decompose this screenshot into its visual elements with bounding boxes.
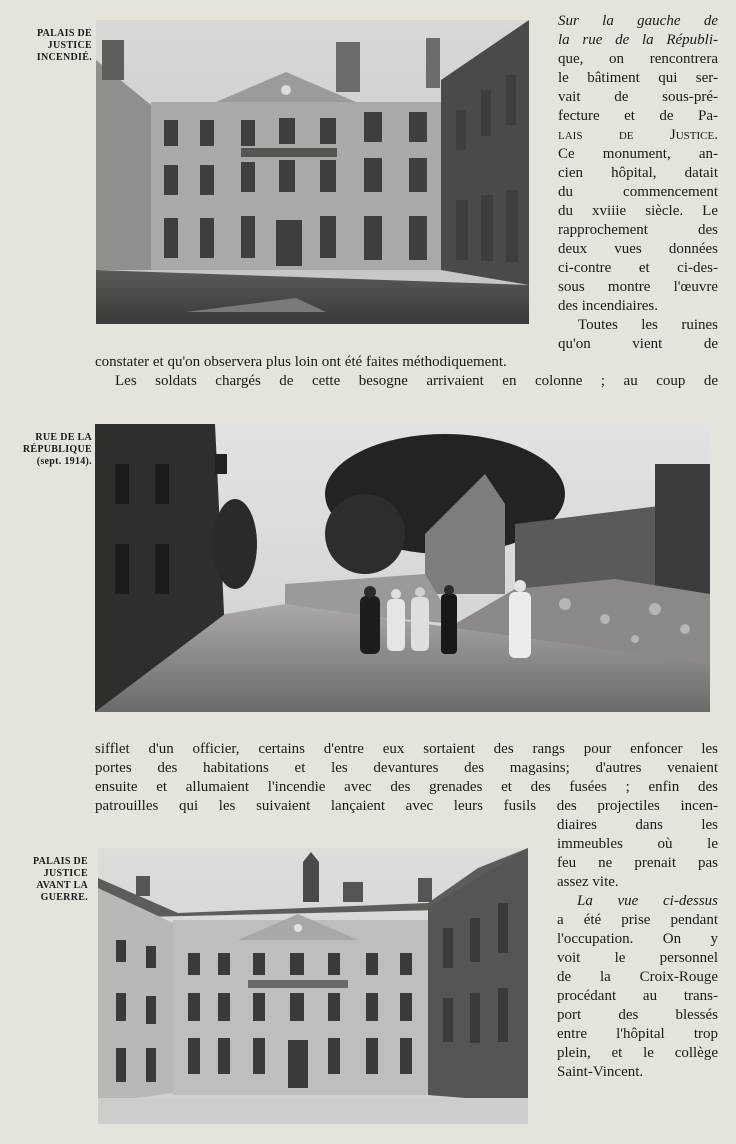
full-width-text-1 bbox=[95, 353, 718, 391]
caption-line: PALAIS DE bbox=[36, 28, 92, 39]
caption-line: RUE DE LA bbox=[35, 432, 92, 443]
text-line: sifflet d'un officier, certains d'entre eux sortaient des rangs pour enfoncer les bbox=[95, 741, 718, 757]
text-line: La vue ci-dessus bbox=[577, 893, 718, 909]
text-line: qu'on vient de bbox=[558, 336, 718, 352]
text-line: ensuite et allumaient l'incendie avec des grenades et des fusées ; enfin des bbox=[95, 779, 718, 795]
burned-palace-photo bbox=[96, 20, 529, 324]
text-line: rapprochement des bbox=[558, 222, 718, 238]
text-line: de la Croix-Rouge bbox=[557, 969, 718, 985]
caption-burned-palace bbox=[8, 28, 92, 64]
text-line: port des blessés bbox=[557, 1007, 718, 1023]
text-line: le bâtiment qui ser- bbox=[558, 70, 718, 86]
text-line: cien hôpital, datait bbox=[558, 165, 718, 181]
text-line: vait de sous-pré- bbox=[558, 89, 718, 105]
text-line: Toutes les ruines bbox=[578, 317, 718, 333]
caption-palace-before-war bbox=[10, 856, 88, 904]
text-line: feu ne prenait pas bbox=[557, 855, 718, 871]
text-line: patrouilles qui les suivaient lançaient avec leurs fusils des projectiles incen- bbox=[95, 798, 718, 814]
text-line: assez vite. bbox=[557, 874, 619, 890]
text-line: Saint-Vincent. bbox=[557, 1064, 644, 1080]
caption-line: AVANT LA bbox=[36, 880, 88, 891]
right-column-text-top bbox=[558, 12, 718, 354]
text-line: fecture et de Pa- bbox=[558, 108, 718, 124]
text-line: deux vues données bbox=[558, 241, 718, 257]
text-line: Sur la gauche de bbox=[558, 13, 718, 29]
text-line: diaires dans les bbox=[557, 817, 718, 833]
text-line: immeubles où le bbox=[557, 836, 718, 852]
text-line: constater et qu'on observera plus loin ont été faites méthodiquement. bbox=[95, 354, 507, 370]
text-line: l'occupation. On y bbox=[557, 931, 718, 947]
text-line: a été prise pendant bbox=[557, 912, 718, 928]
text-line: procédant au trans- bbox=[557, 988, 718, 1004]
text-line: lais de Justice. bbox=[558, 127, 718, 143]
text-line: des incendiaires. bbox=[558, 298, 658, 314]
caption-line: RÉPUBLIQUE bbox=[22, 444, 92, 455]
right-column-text-bottom bbox=[557, 816, 718, 1082]
text-line: que, on rencontrera bbox=[558, 51, 718, 67]
text-line: ci-contre et ci-des- bbox=[558, 260, 718, 276]
text-line: du xviiie siècle. Le bbox=[558, 203, 718, 219]
caption-line: GUERRE. bbox=[40, 892, 88, 903]
text-line: Ce monument, an- bbox=[558, 146, 718, 162]
text-line: voit le personnel bbox=[557, 950, 718, 966]
text-line: entre l'hôpital trop bbox=[557, 1026, 718, 1042]
text-line: sous montre l'œuvre bbox=[558, 279, 718, 295]
caption-line: INCENDIÉ. bbox=[36, 52, 92, 63]
caption-line: JUSTICE bbox=[43, 868, 88, 879]
text-line: Les soldats chargés de cette besogne arrivaient en colonne ; au coup de bbox=[115, 373, 718, 389]
caption-line: (sept. 1914). bbox=[36, 456, 92, 467]
text-line: du commencement bbox=[558, 184, 718, 200]
text-line: plein, et le collège bbox=[557, 1045, 718, 1061]
caption-street bbox=[4, 432, 92, 468]
text-line: portes des habitations et les devantures des magasins; d'autres venaient bbox=[95, 760, 718, 776]
caption-line: PALAIS DE bbox=[32, 856, 88, 867]
palace-before-war-photo bbox=[98, 848, 528, 1124]
caption-line: JUSTICE bbox=[47, 40, 92, 51]
text-line: la rue de la Républi- bbox=[558, 32, 718, 48]
street-photo bbox=[95, 424, 710, 712]
full-width-text-2 bbox=[95, 740, 718, 816]
